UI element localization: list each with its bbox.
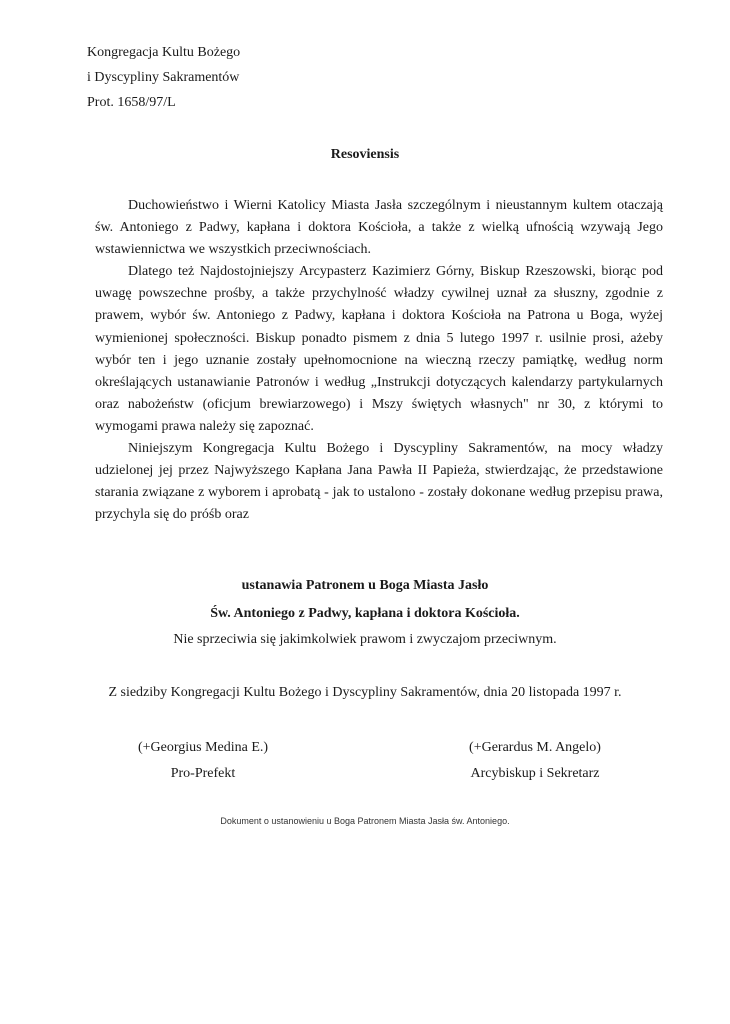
protocol-number: Prot. 1658/97/L — [87, 95, 176, 110]
signatory-title-right: Arcybiskup i Sekretarz — [470, 766, 600, 781]
document-title: Resoviensis — [330, 147, 400, 162]
letterhead-line-2: i Dyscypliny Sakramentów — [87, 70, 240, 85]
document-body — [95, 195, 663, 526]
decree-line-3: Nie sprzeciwia się jakimkolwiek prawom i zwyczajom przeciwnym. — [173, 632, 557, 647]
caption-footnote: Dokument o ustanowieniu u Boga Patronem Miasta Jasła św. Antoniego. — [220, 816, 510, 826]
place-and-date: Z siedziby Kongregacji Kultu Bożego i Dyscypliny Sakramentów, dnia 20 listopada 1997 r. — [108, 685, 622, 700]
signature-left — [118, 735, 288, 787]
signatory-title-left: Pro-Prefekt — [170, 766, 236, 781]
signatory-name-left: (+Georgius Medina E.) — [137, 740, 269, 755]
signatory-name-right: (+Gerardus M. Angelo) — [469, 740, 601, 755]
signature-right — [430, 735, 640, 787]
decree-line-2: Św. Antoniego z Padwy, kapłana i doktora Kościoła. — [210, 606, 520, 621]
paragraph-3: Niniejszym Kongregacja Kultu Bożego i Dyscypliny Sakramentów, na mocy władzy udzielonej jej przez Najwyższego Kapłana Jana Pawła II Papieża, stwierdzając, że przedstawione starania związane z wyborem i aprobatą - jak to ustalono - zostały dokonane według przepisu prawa, przychyla się do próśb oraz — [95, 441, 663, 523]
letterhead-line-1: Kongregacja Kultu Bożego — [87, 45, 241, 60]
decree-line-1: ustanawia Patronem u Boga Miasta Jasło — [241, 578, 489, 593]
paragraph-1: Duchowieństwo i Wierni Katolicy Miasta Jasła szczególnym i nieustannym kultem otaczają św. Antoniego z Padwy, kapłana i doktora Kościoła, a także z wielką ufnością wzywają Jego wstawiennictwa we wszystkich przeciwnościach. — [95, 198, 663, 258]
letterhead — [87, 40, 240, 115]
paragraph-2: Dlatego też Najdostojniejszy Arcypasterz Kazimierz Górny, Biskup Rzeszowski, biorąc pod uwagę powszechne prośby, a także przychylność władzy cywilnej uznał za słuszny, zgodnie z prawem, wybór św. Antoniego z Padwy, kapłana i doktora Kościoła na Patrona u Boga, wyżej wymienionej społeczności. Biskup ponadto pismem z dnia 5 lutego 1997 r. usilnie prosi, ażeby wybór ten i jego uznanie zostały upełnomocnione na wieczną rzeczy pamiątkę, według norm określających ustanawianie Patronów i według „Instrukcji dotyczących kalendarzy partykularnych oraz nabożeństw (oficjum brewiarzowego) i Mszy świętych własnych" nr 30, z którymi to wymogami prawa należy się zapoznać. — [95, 264, 663, 434]
